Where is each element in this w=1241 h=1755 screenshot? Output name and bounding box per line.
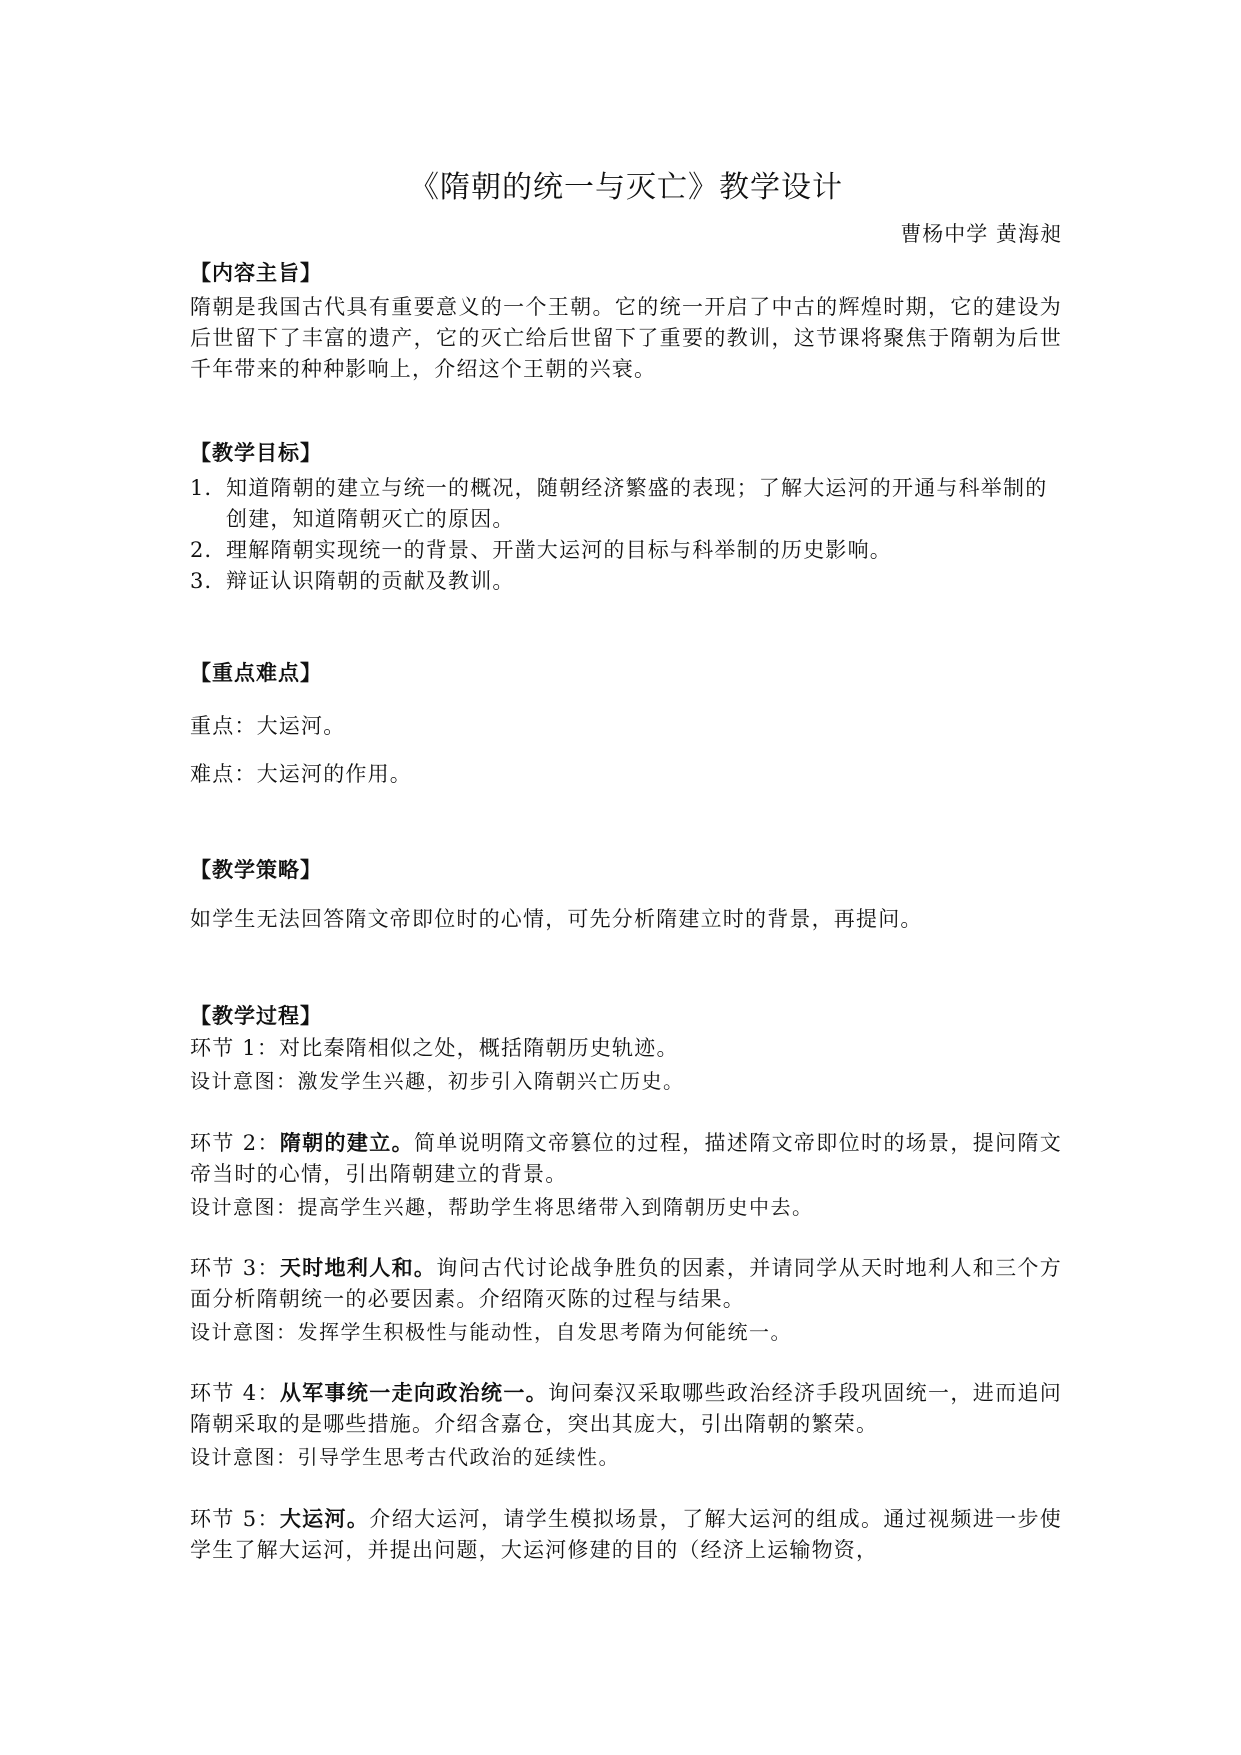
document-author: 曹杨中学 黄海昶	[900, 222, 1062, 246]
process-step-1	[190, 1033, 1062, 1064]
step-text: 询问古代讨论战争胜负的因素，并请同学从天时地利人和三个方面分析隋朝统一的必要因素。介绍隋灭陈的过程与结果。	[190, 1256, 1062, 1311]
list-item	[190, 535, 1062, 566]
step-title: 从军事统一走向政治统一。	[279, 1381, 549, 1405]
step-text: 对比秦隋相似之处，概括隋朝历史轨迹。	[279, 1036, 679, 1060]
list-item-number: 1．	[190, 476, 227, 500]
section-heading-goals: 【教学目标】	[190, 441, 322, 465]
goals-list	[190, 473, 1062, 597]
step-1-intent: 设计意图：激发学生兴趣，初步引入隋朝兴亡历史。	[190, 1069, 685, 1093]
process-step-3	[190, 1253, 1062, 1315]
list-item-text: 理解隋朝实现统一的背景、开凿大运河的目标与科举制的历史影响。	[226, 538, 892, 562]
list-item-number: 3．	[190, 569, 227, 593]
step-label: 环节 5：	[190, 1507, 280, 1531]
strategy-paragraph: 如学生无法回答隋文帝即位时的心情，可先分析隋建立时的背景，再提问。	[190, 907, 923, 931]
list-item-text: 辩证认识隋朝的贡献及教训。	[226, 569, 515, 593]
content-paragraph: 隋朝是我国古代具有重要意义的一个王朝。它的统一开启了中古的辉煌时期，它的建设为后世留下了丰富的遗产，它的灭亡给后世留下了重要的教训，这节课将聚焦于隋朝为后世千年带来的种种影响上，介绍这个王朝的兴衰。	[190, 295, 1062, 381]
step-title: 隋朝的建立。	[279, 1131, 414, 1155]
difficult-point: 难点：大运河的作用。	[190, 762, 412, 786]
section-heading-content: 【内容主旨】	[190, 261, 322, 285]
section-heading-strategy: 【教学策略】	[190, 858, 322, 882]
step-label: 环节 4：	[190, 1381, 280, 1405]
key-point: 重点：大运河。	[190, 714, 346, 738]
list-item-number: 2．	[190, 538, 227, 562]
step-3-intent: 设计意图：发挥学生积极性与能动性，自发思考隋为何能统一。	[190, 1320, 792, 1344]
step-2-intent: 设计意图：提高学生兴趣，帮助学生将思绪带入到隋朝历史中去。	[190, 1195, 814, 1219]
step-4-intent: 设计意图：引导学生思考古代政治的延续性。	[190, 1445, 620, 1469]
section-heading-keypoints: 【重点难点】	[190, 661, 322, 685]
step-text: 询问秦汉采取哪些政治经济手段巩固统一，进而追问隋朝采取的是哪些措施。介绍含嘉仓，突出其庞大，引出隋朝的繁荣。	[190, 1381, 1062, 1436]
step-label: 环节 3：	[190, 1256, 280, 1280]
process-step-4	[190, 1378, 1062, 1440]
list-item-text: 知道隋朝的建立与统一的概况，随朝经济繁盛的表现；了解大运河的开通与科举制的创建，知道隋朝灭亡的原因。	[226, 476, 1048, 531]
step-label: 环节 1：	[190, 1036, 280, 1060]
document-title: 《隋朝的统一与灭亡》教学设计	[409, 170, 843, 205]
section-heading-process: 【教学过程】	[190, 1004, 322, 1028]
list-item	[190, 473, 1062, 535]
process-step-5	[190, 1504, 1062, 1566]
step-label: 环节 2：	[190, 1131, 280, 1155]
step-text: 简单说明隋文帝篡位的过程，描述隋文帝即位时的场景，提问隋文帝当时的心情，引出隋朝建立的背景。	[190, 1131, 1062, 1186]
list-item	[190, 566, 1062, 597]
process-step-2	[190, 1128, 1062, 1190]
step-title: 天时地利人和。	[279, 1256, 437, 1280]
step-text: 介绍大运河，请学生模拟场景，了解大运河的组成。通过视频进一步使学生了解大运河，并提出问题，大运河修建的目的（经济上运输物资，	[190, 1507, 1062, 1562]
step-title: 大运河。	[279, 1507, 370, 1531]
